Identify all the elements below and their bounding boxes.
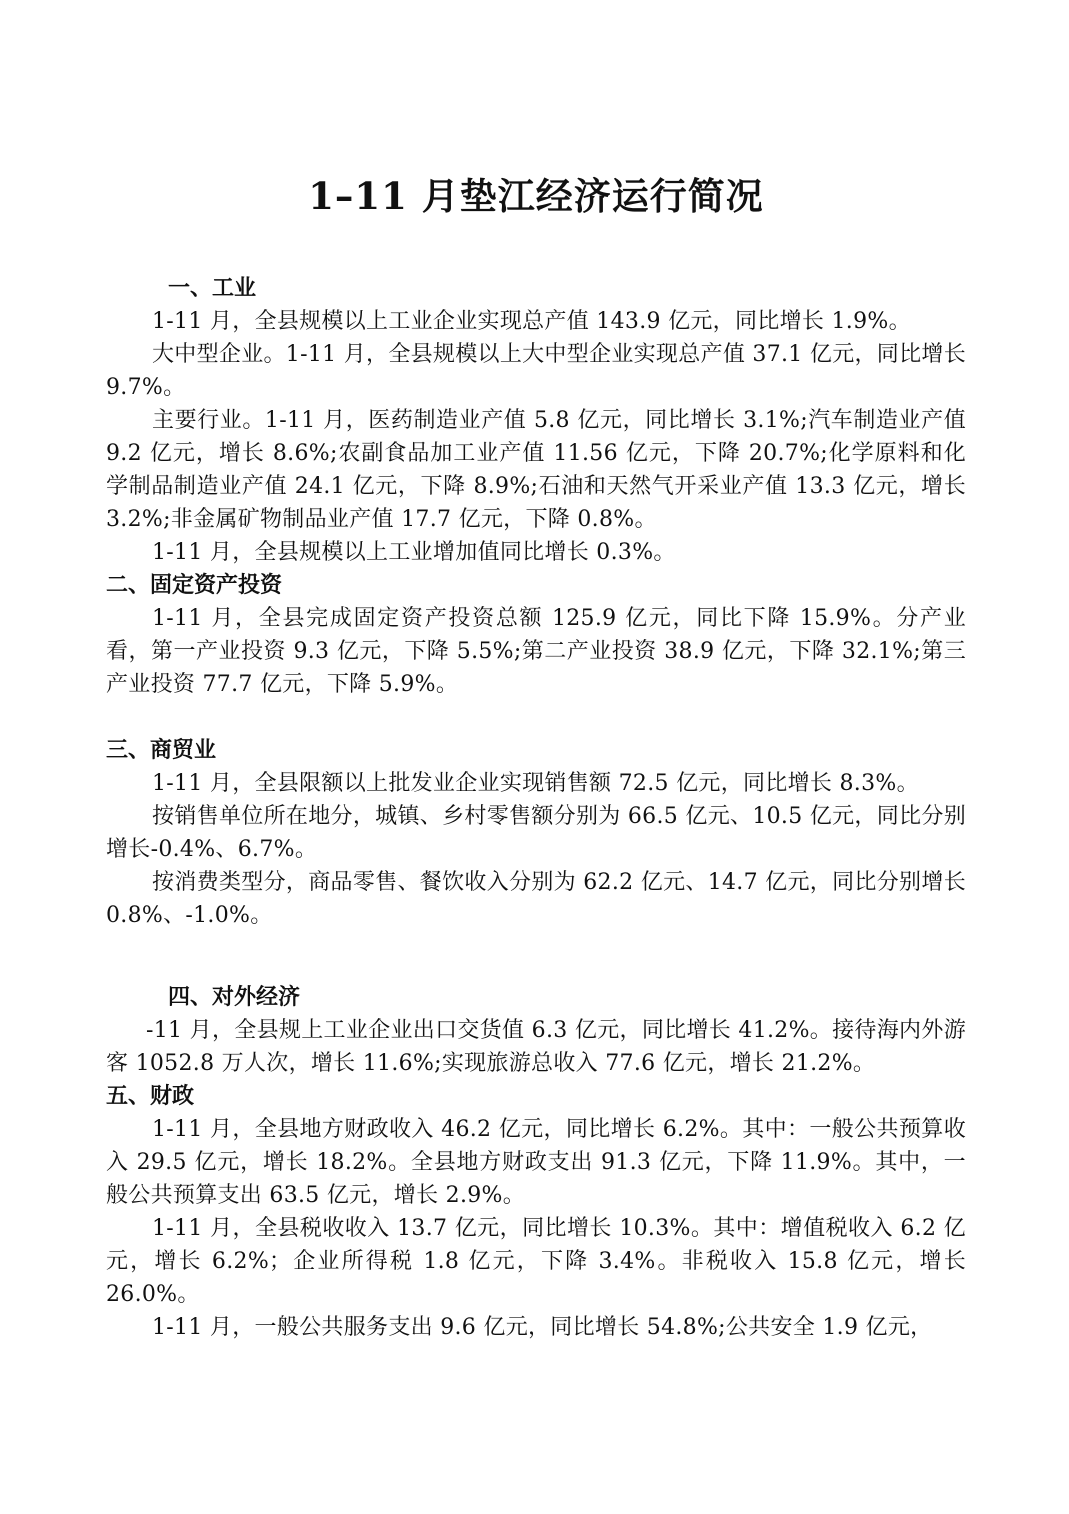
paragraph-industry-1: 1-11 月，全县规模以上工业企业实现总产值 143.9 亿元，同比增长 1.9%。	[152, 309, 911, 334]
heading-industry: 一、工业	[168, 275, 257, 301]
paragraph-trade-1: 1-11 月，全县限额以上批发业企业实现销售额 72.5 亿元，同比增长 8.3%。	[152, 771, 919, 796]
document-body	[106, 272, 966, 1344]
paragraph-finance-3: 1-11 月，一般公共服务支出 9.6 亿元，同比增长 54.8%;公共安全 1.9 亿元，	[152, 1315, 933, 1340]
paragraph-industry-4: 1-11 月，全县规模以上工业增加值同比增长 0.3%。	[152, 540, 676, 565]
paragraph-finance-2: 1-11 月，全县税收收入 13.7 亿元，同比增长 10.3%。其中：增值税收入 6.2 亿元，增长 6.2%；企业所得税 1.8 亿元，下降 3.4%。非税收入 15.8 亿元，增长 26.0%。	[106, 1216, 966, 1307]
paragraph-finance-1: 1-11 月，全县地方财政收入 46.2 亿元，同比增长 6.2%。其中：一般公共预算收入 29.5 亿元，增长 18.2%。全县地方财政支出 91.3 亿元，下降 11.9%。其中，一般公共预算支出 63.5 亿元，增长 2.9%。	[106, 1117, 966, 1208]
heading-investment: 二、固定资产投资	[106, 572, 283, 598]
paragraph-investment-1: 1-11 月，全县完成固定资产投资总额 125.9 亿元，同比下降 15.9%。分产业看，第一产业投资 9.3 亿元，下降 5.5%;第二产业投资 38.9 亿元，下降 32.1%;第三产业投资 77.7 亿元，下降 5.9%。	[106, 606, 966, 697]
paragraph-industry-3: 主要行业。1-11 月，医药制造业产值 5.8 亿元，同比增长 3.1%;汽车制造业产值 9.2 亿元，增长 8.6%;农副食品加工业产值 11.56 亿元，下降 20.7%;化学原料和化学制品制造业产值 24.1 亿元，下降 8.9%;石油和天然气开采业产值 13.3 亿元，增长 3.2%;非金属矿物制品业产值 17.7 亿元，下降 0.8%。	[106, 408, 966, 532]
heading-trade: 三、商贸业	[106, 737, 217, 763]
page-title: 1–11 月垫江经济运行简况	[308, 174, 764, 218]
paragraph-trade-2: 按销售单位所在地分，城镇、乡村零售额分别为 66.5 亿元、10.5 亿元，同比分别增长-0.4%、6.7%。	[106, 804, 966, 862]
paragraph-industry-2: 大中型企业。1-11 月，全县规模以上大中型企业实现总产值 37.1 亿元，同比增长 9.7%。	[106, 342, 966, 400]
spacer	[106, 701, 966, 734]
heading-finance: 五、财政	[106, 1083, 195, 1109]
heading-external: 四、对外经济	[168, 984, 301, 1010]
spacer	[106, 965, 966, 981]
paragraph-external-1: -11 月，全县规上工业企业出口交货值 6.3 亿元，同比增长 41.2%。接待海内外游客 1052.8 万人次，增长 11.6%;实现旅游总收入 77.6 亿元，增长 21.2%。	[106, 1018, 966, 1076]
paragraph-trade-3: 按消费类型分，商品零售、餐饮收入分别为 62.2 亿元、14.7 亿元，同比分别增长 0.8%、-1.0%。	[106, 870, 966, 928]
spacer	[106, 932, 966, 965]
